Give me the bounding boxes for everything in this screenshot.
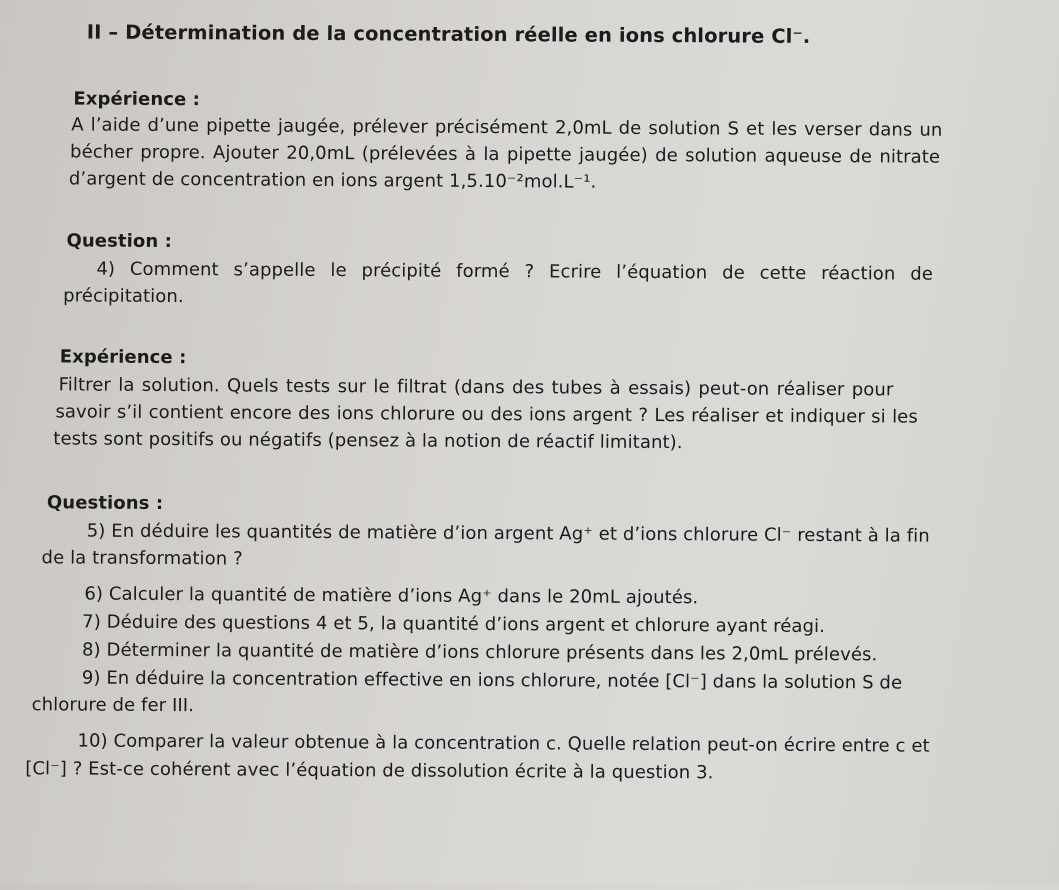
- section-title: II – Détermination de la concentration réelle en ions chlorure Cl⁻.: [86, 20, 811, 48]
- question-7: 7) Déduire des questions 4 et 5, la quantité d’ions argent et chlorure ayant réagi.: [82, 611, 826, 638]
- question-10-line-2: [Cl⁻] ? Est-ce cohérent avec l’équation de dissolution écrite à la question 3.: [25, 758, 714, 784]
- experience-2-line-1: Filtrer la solution. Quels tests sur le filtrat (dans des tubes à essais) peut-on réaliser pour: [58, 374, 894, 401]
- question-5-line-2: de la transformation ?: [41, 547, 243, 570]
- question-8: 8) Déterminer la quantité de matière d’ions chlorure présents dans les 2,0mL prélevés.: [81, 639, 878, 666]
- question-6: 6) Calculer la quantité de matière d’ions Ag⁺ dans le 20mL ajoutés.: [84, 583, 699, 609]
- experience-1-line-3: d’argent de concentration en ions argent 1,5.10⁻²mol.L⁻¹.: [68, 168, 597, 193]
- question-4-line-1: 4) Comment s’appelle le précipité formé ? Ecrire l’équation de cette réaction de: [96, 258, 934, 285]
- experience-1-line-2: bécher propre. Ajouter 20,0mL (prélevées à la pipette jaugée) de solution aqueuse de nitrate: [70, 141, 941, 168]
- experience-2-line-3: tests sont positifs ou négatifs (pensez à la notion de réactif limitant).: [53, 428, 683, 454]
- question-10-line-1: 10) Comparer la valeur obtenue à la concentration c. Quelle relation peut-on écrire entre c et: [77, 730, 930, 757]
- experience-heading-1: Expérience :: [73, 88, 201, 111]
- question-9-line-1: 9) En déduire la concentration effective en ions chlorure, notée [Cl⁻] dans la solution S de: [81, 667, 903, 694]
- question-9-line-2: chlorure de fer III.: [31, 694, 195, 717]
- questions-heading: Questions :: [46, 492, 164, 515]
- experience-1-line-1: A l’aide d’une pipette jaugée, prélever précisément 2,0mL de solution S et les verser dans un: [71, 114, 943, 141]
- question-heading: Question :: [66, 230, 173, 253]
- experience-2-line-2: savoir s’il contient encore des ions chlorure ou des ions argent ? Les réaliser et indiquer si les: [55, 401, 918, 428]
- experience-heading-2: Expérience :: [59, 346, 187, 369]
- question-5-line-1: 5) En déduire les quantités de matière d’ion argent Ag⁺ et d’ions chlorure Cl⁻ restant à la fin: [86, 520, 930, 547]
- question-4-line-2: précipitation.: [63, 285, 184, 308]
